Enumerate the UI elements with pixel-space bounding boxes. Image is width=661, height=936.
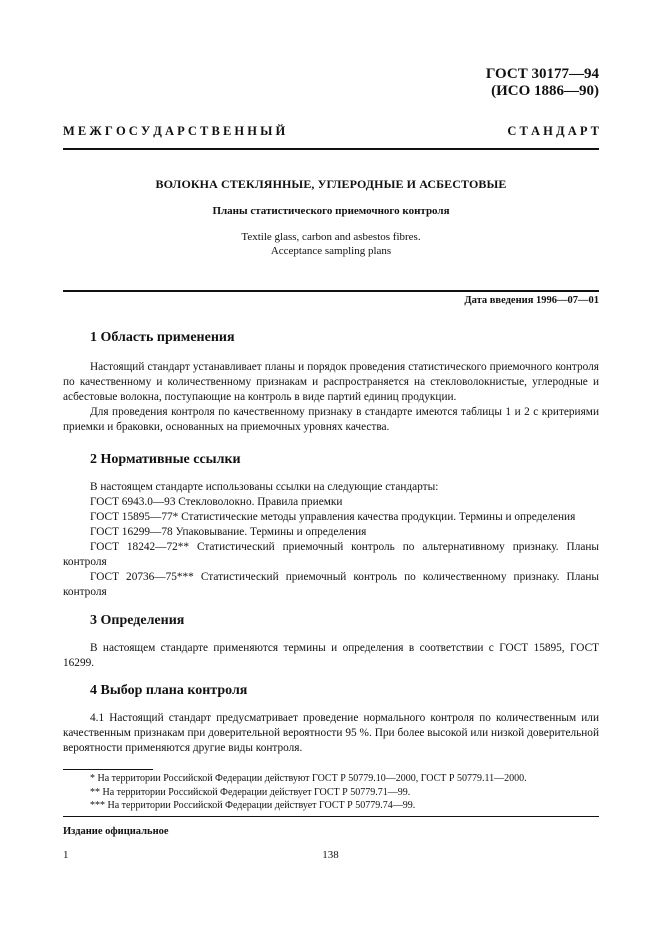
gost-code-block [486, 66, 599, 100]
paragraph: 4.1 Настоящий стандарт предусматривает проведение нормального контроля по количественным или качественным признакам при доверительной вероятности 95 %. При более высокой или низкой доверительной вероятности применяются другие виды контроля. [63, 712, 599, 754]
footnote-divider [63, 769, 153, 770]
section-heading: 3 Определения [90, 613, 185, 628]
paragraph: В настоящем стандарте использованы ссылки на следующие стандарты: [90, 481, 439, 493]
footnotes [63, 772, 599, 813]
document-title: ВОЛОКНА СТЕКЛЯННЫЕ, УГЛЕРОДНЫЕ И АСБЕСТОВЫЕ [155, 177, 507, 191]
section-definitions [63, 613, 599, 671]
gost-number: ГОСТ 30177—94 [485, 66, 599, 82]
standard-word: С Т А Н Д А Р Т [507, 124, 599, 138]
reference-item: ГОСТ 6943.0—93 Стекловолокно. Правила приемки [90, 496, 343, 508]
english-title [63, 230, 599, 258]
interstate-standard-banner [63, 124, 599, 139]
top-divider [63, 148, 599, 150]
reference-item: ГОСТ 15895—77* Статистические методы управления качества продукции. Термины и определения [90, 511, 576, 523]
paragraph: В настоящем стандарте применяются термины и определения в соответствии с ГОСТ 15895, ГОСТ 16299. [63, 642, 599, 669]
section-heading: 2 Нормативные ссылки [90, 452, 241, 467]
footnote: ** На территории Российской Федерации действует ГОСТ Р 50779.71—99. [90, 786, 411, 798]
section-normative-references [63, 452, 599, 600]
reference-item: ГОСТ 16299—78 Упаковывание. Термины и определения [90, 526, 367, 538]
footnote: * На территории Российской Федерации действуют ГОСТ Р 50779.10—2000, ГОСТ Р 50779.11—2000. [90, 773, 527, 784]
interstate-word: М Е Ж Г О С У Д А Р С Т В Е Н Н Ы Й [63, 124, 286, 138]
page-number-left: 1 [63, 849, 69, 861]
paragraph: Для проведения контроля по качественному признаку в стандарте имеются таблицы 1 и 2 с критериями приемки и браковки, основанных на приемочных уровнях качества. [63, 406, 599, 433]
introduction-date: Дата введения 1996—07—01 [464, 295, 599, 306]
paragraph: Настоящий стандарт устанавливает планы и порядок проведения статистического приемочного контроля по качественному и количественному признакам и распространяется на стекловолокнистые, углеродные и асбестовые волокна, поступающие на контроль в виде партий единиц продукции. [63, 361, 599, 403]
page-number-center: 138 [322, 849, 339, 861]
reference-item: ГОСТ 20736—75*** Статистический приемочный контроль по количественному признаку. Планы контроля [63, 571, 599, 598]
middle-divider [63, 290, 599, 292]
iso-number: (ИСО 1886—90) [491, 83, 599, 99]
document-subtitle: Планы статистического приемочного контроля [212, 205, 450, 217]
section-scope [63, 330, 599, 435]
official-edition-label: Издание официальное [63, 826, 169, 837]
footnote: *** На территории Российской Федерации действует ГОСТ Р 50779.74—99. [90, 800, 416, 811]
bottom-divider [63, 816, 599, 817]
english-title-line-1: Textile glass, carbon and asbestos fibres. [241, 231, 421, 243]
section-plan-selection [63, 683, 599, 756]
section-heading: 4 Выбор плана контроля [90, 683, 248, 698]
english-title-line-2: Acceptance sampling plans [270, 245, 392, 257]
reference-item: ГОСТ 18242—72** Статистический приемочный контроль по альтернативному признаку. Планы контроля [63, 541, 599, 568]
section-heading: 1 Область применения [90, 330, 235, 345]
